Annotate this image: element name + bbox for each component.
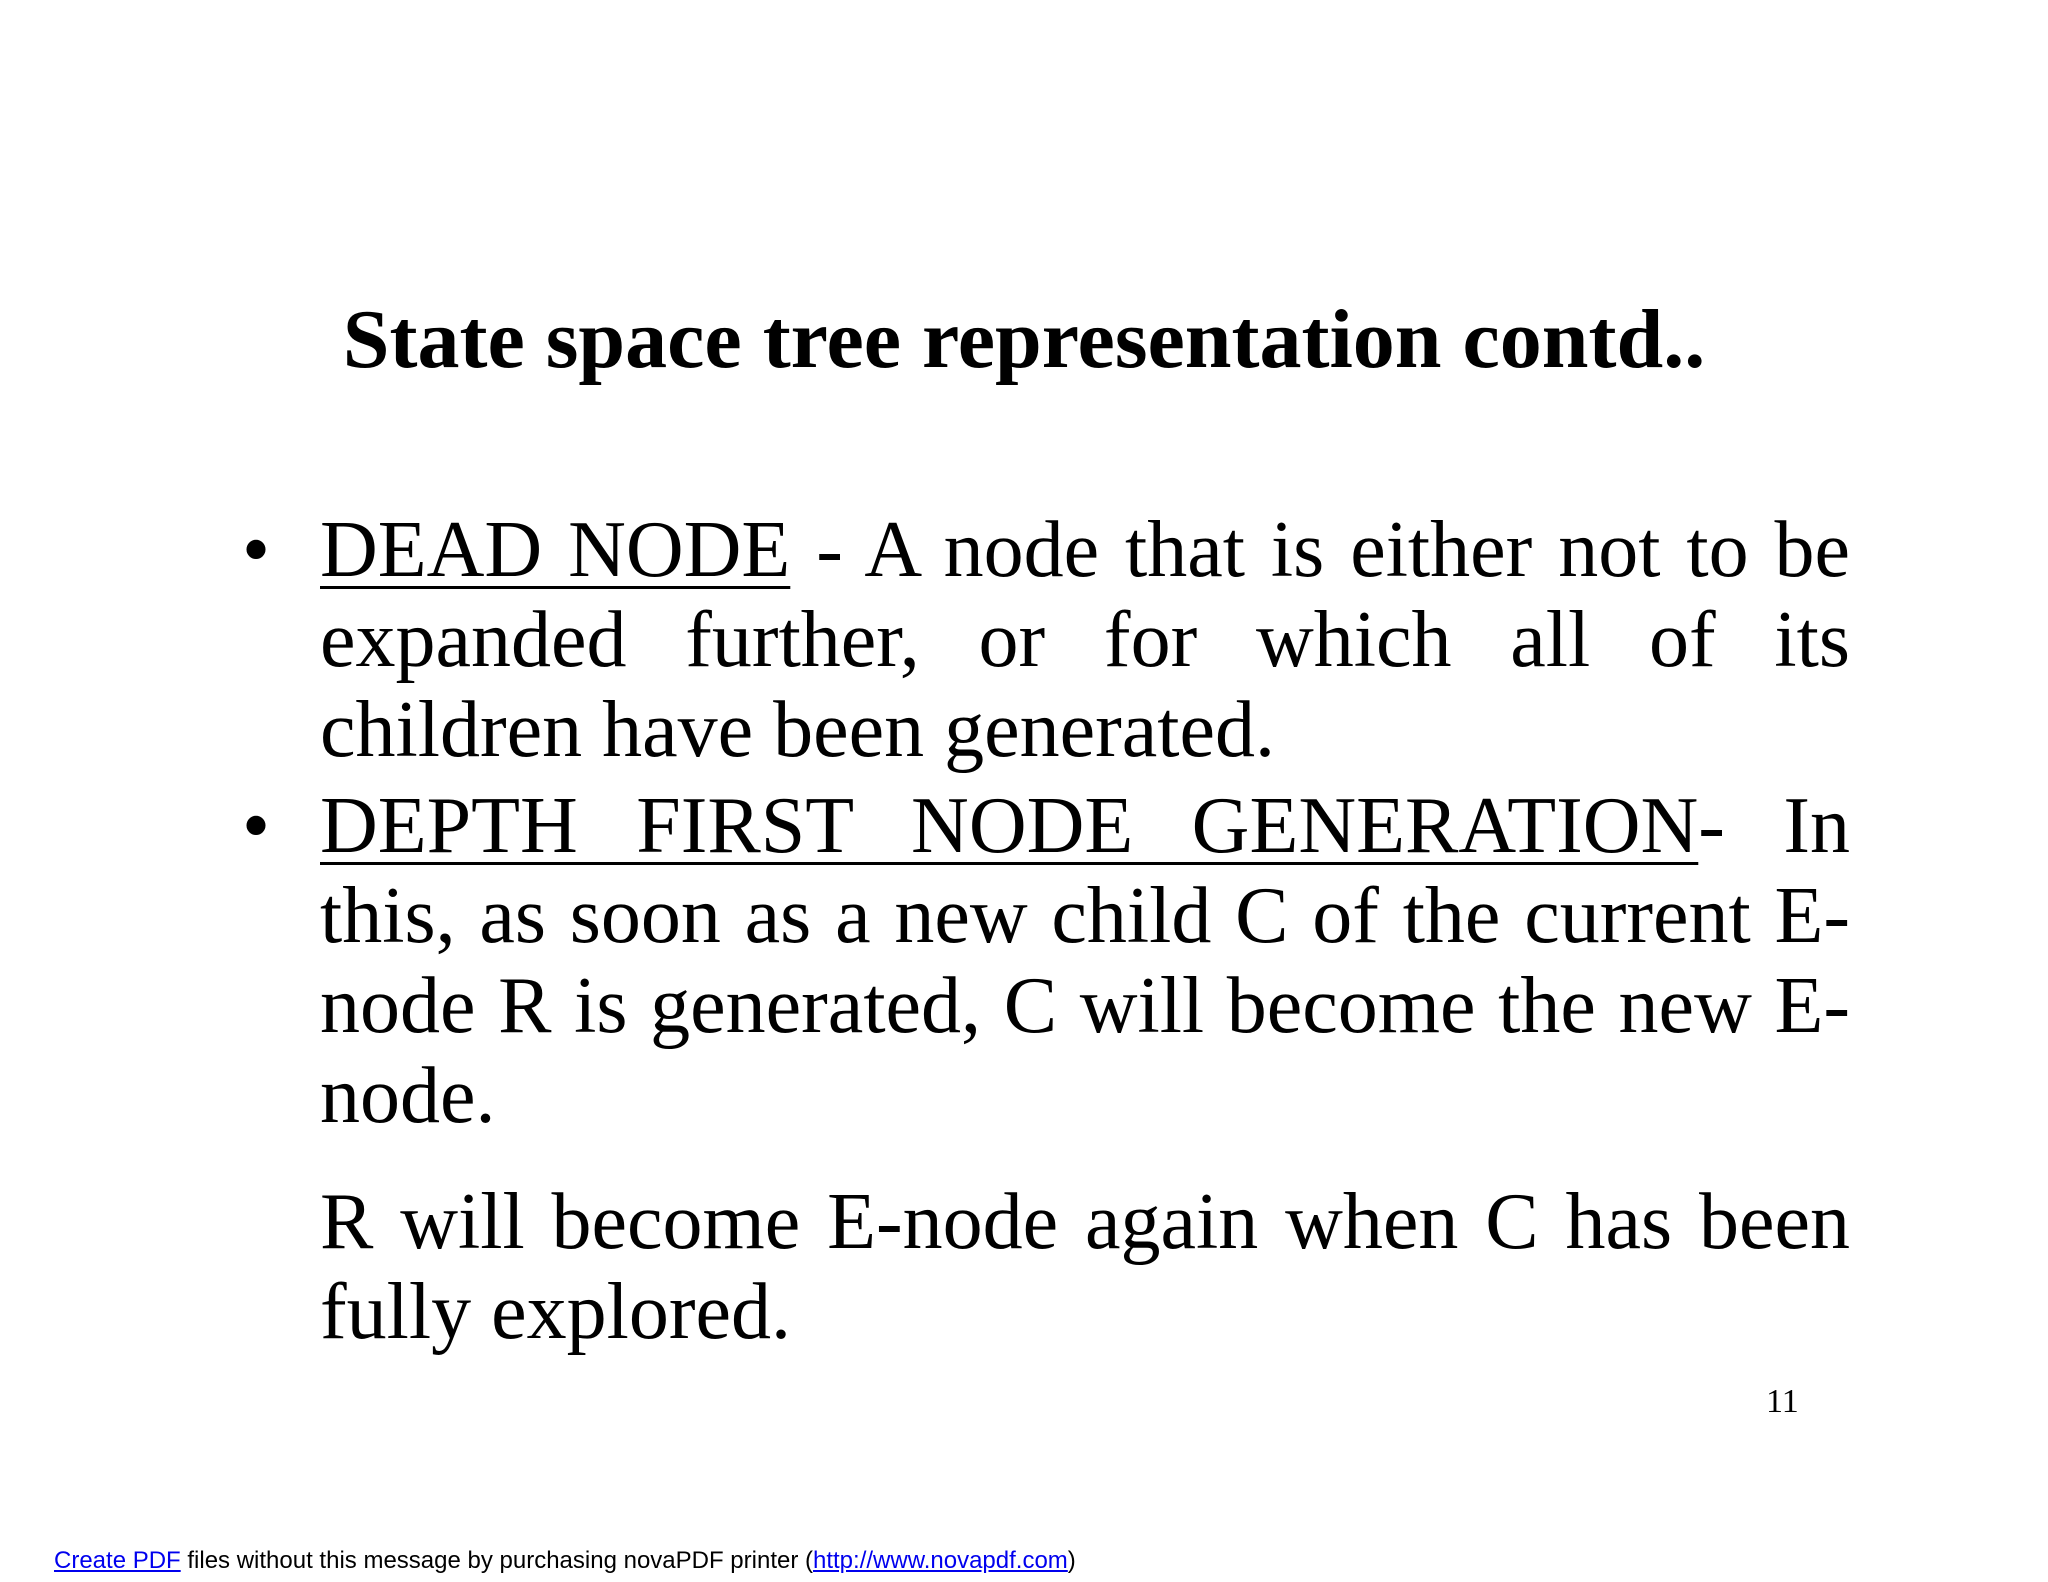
- bullet-item-depth-first: [242, 781, 1850, 1357]
- definition-dead-node: - A node that is either not to be expanded further, or for which all of its children have been generated.: [320, 506, 1851, 774]
- pdf-watermark-footer: [54, 1546, 1076, 1576]
- footer-close-paren: ): [1067, 1547, 1076, 1574]
- create-pdf-link[interactable]: Create PDF: [54, 1547, 181, 1574]
- slide-title: State space tree representation contd..: [342, 293, 1706, 386]
- bullet-marker: •: [242, 506, 271, 594]
- bullet-list: [242, 505, 1851, 1363]
- bullet-marker: •: [242, 782, 271, 870]
- bullet-item-dead-node: [242, 505, 1851, 775]
- definition-depth-first: - In this, as soon as a new child C of the current E-node R is generated, C will become the new E-node.: [320, 782, 1850, 1140]
- page-number: 11: [1766, 1383, 1799, 1420]
- novapdf-url-link[interactable]: http://www.novapdf.com: [813, 1547, 1068, 1574]
- footer-message: files without this message by purchasing novaPDF printer (: [180, 1547, 813, 1574]
- term-depth-first-node-generation: DEPTH FIRST NODE GENERATION: [320, 782, 1699, 870]
- definition-depth-first-continuation: R will become E-node again when C has been fully explored.: [320, 1178, 1850, 1356]
- term-dead-node: DEAD NODE: [320, 506, 791, 594]
